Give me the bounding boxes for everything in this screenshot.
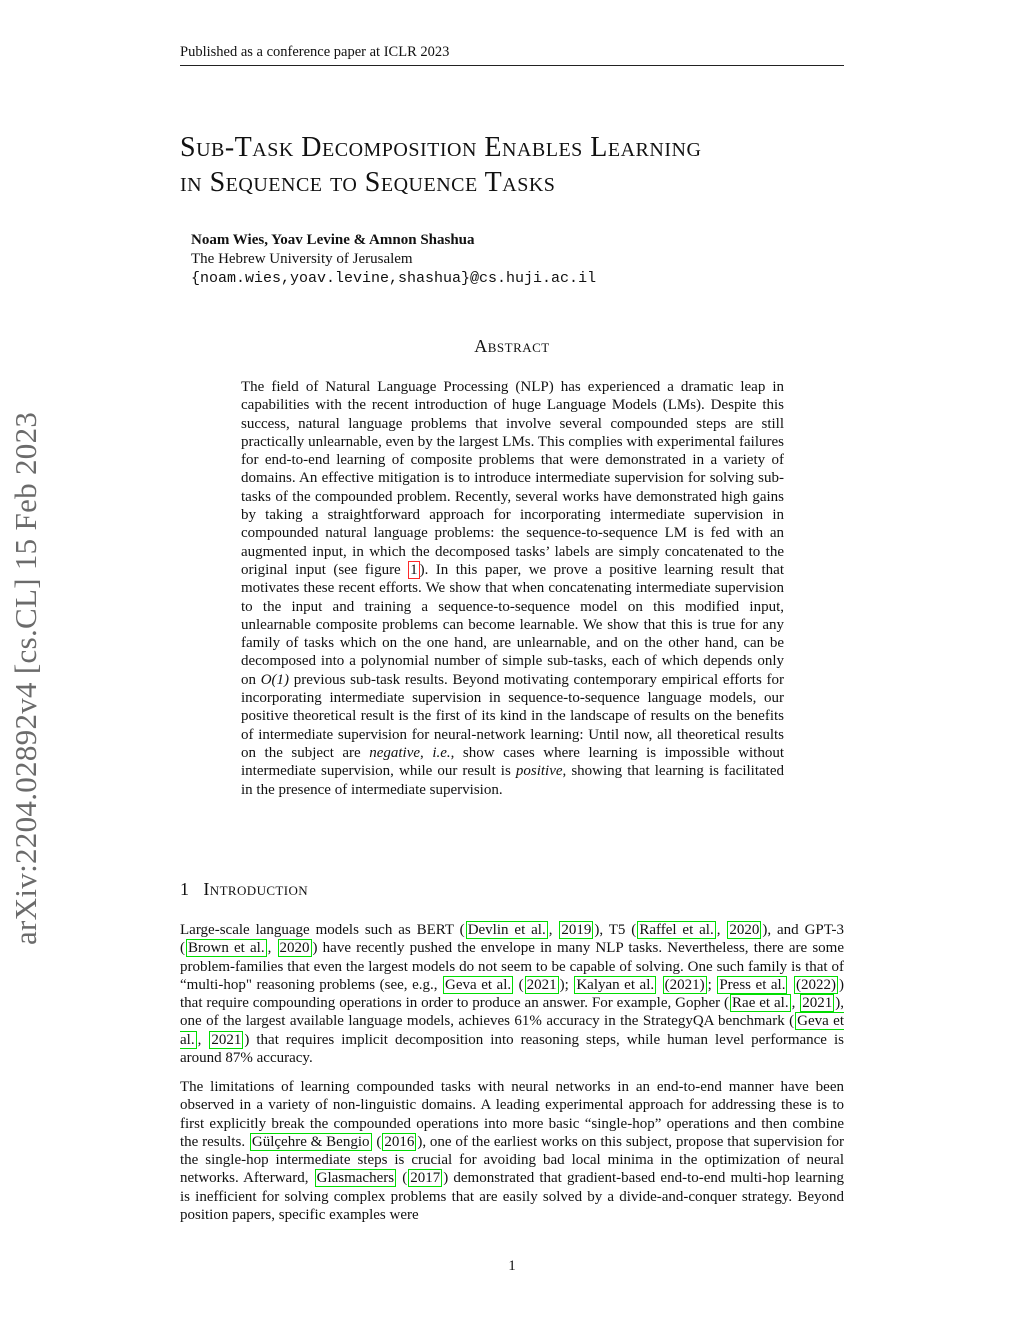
intro-paragraph-1	[180, 921, 844, 1067]
abstract-text: previous sub-task results. Beyond motivating contemporary empirical efforts for incorporating intermediate supervision in sequence-to-sequence language models, our positive theoretical result is the first of its kind in the landscape of results on the benefits of intermediate supervision for neural-network learning: Until now, all theoretical results on the subject are	[241, 671, 785, 761]
citation-link[interactable]: Devlin et al.	[467, 922, 546, 938]
author-block	[191, 231, 831, 288]
body-text: (	[397, 1170, 408, 1187]
emphasis-negative: negative	[369, 744, 421, 761]
citation-link[interactable]: 2016	[384, 1133, 415, 1150]
body-text: ) that requires implicit decomposition into reasoning steps, while human level performance is around 87% accuracy.	[180, 1031, 844, 1067]
citation-link[interactable]: 2021	[211, 1031, 242, 1048]
body-text: );	[559, 976, 574, 993]
body-text: ) demonstrated that gradient-based end-to-end multi-hop learning is inefficient for solving complex problems that are easily solved by a divide-and-conquer strategy. Beyond position papers, specific examples were	[180, 1170, 845, 1224]
abstract-text: The field of Natural Language Processing (NLP) has experienced a dramatic leap in capabilities with the recent introduction of huge Language Models (LMs). Despite this success, natural language problems that involve several compounded steps are still practically unlearnable, even by the largest LMs. This complies with experimental failures for end-to-end learning of composite problems that were demonstrated in a variety of domains. An effective mitigation is to introduce intermediate supervision for solving sub-tasks of the compounded problem. Recently, several works have demonstrated high gains by taking a straightforward approach for incorporating intermediate supervision in compounded natural language problems: the sequence-to-sequence LM is fed with an augmented input, in which the decomposed tasks’ labels are simply concatenated to the original input (see figure	[241, 379, 784, 578]
affiliation: The Hebrew University of Jerusalem	[191, 251, 413, 267]
abstract-text: ,	[420, 744, 433, 761]
citation-link[interactable]: Rae et al.	[732, 995, 789, 1012]
figure-link[interactable]: 1	[410, 561, 418, 578]
abstract-heading: Abstract	[474, 336, 550, 356]
abstract-text: ). In this paper, we prove a positive learning result that motivates these recent efforts. We show that when concatenating intermediate supervision to the input and training a sequence-to-sequence model on this modified input, unlearnable composite problems can become learnable. We show that this is true for any family of tasks which on the one hand, are unlearnable, and on the other hand, can be decomposed into a polynomial number of simple sub-tasks, each of which depends only on	[241, 561, 784, 688]
paper-title	[180, 130, 844, 200]
citation-link[interactable]: Press et al.	[719, 976, 786, 993]
citation-link[interactable]: Raffel et al.	[639, 922, 714, 938]
body-text: ,	[267, 940, 277, 957]
citation-link[interactable]: Kalyan et al.	[576, 976, 655, 993]
body-text: The limitations of learning compounded tasks with neural networks in an end-to-end manner have been observed in a variety of non-linguistic domains. A leading experimental approach for addressing these is to first explicitly break the compounded operations into more basic “single-hop” operations and then combine the results.	[180, 1079, 844, 1150]
body-text: ,	[197, 1031, 209, 1048]
section-title: Introduction	[203, 879, 309, 899]
body-text: ;	[707, 976, 717, 993]
section-heading-introduction	[180, 879, 844, 900]
page-number: 1	[508, 1258, 516, 1274]
section-number: 1	[180, 879, 190, 899]
citation-link[interactable]: 2019	[561, 922, 592, 938]
abstract-text: , showing that learning is facilitated in the presence of intermediate supervision.	[241, 763, 784, 798]
body-text	[788, 977, 793, 993]
arxiv-identifier[interactable]: arXiv:2204.02892v4 [cs.CL] 15 Feb 2023	[8, 411, 43, 945]
body-text: ), T5 (	[594, 922, 637, 938]
citation-link[interactable]: (2022)	[796, 976, 836, 993]
emphasis-positive: positive	[515, 763, 563, 780]
emphasis-ie: i.e.	[432, 744, 451, 761]
abstract-text: , show cases where learning is impossible without intermediate supervision, while our result is	[241, 744, 785, 780]
body-text: (	[514, 976, 524, 993]
citation-link[interactable]: Gülçehre & Bengio	[251, 1133, 370, 1150]
body-text: ), and GPT-3 (	[180, 922, 845, 957]
citation-link[interactable]: 2020	[279, 940, 310, 957]
author-email[interactable]: {noam.wies,yoav.levine,shashua}@cs.huji.ac.il	[191, 270, 597, 287]
body-text: Large-scale language models such as BERT (	[180, 922, 465, 938]
math-expression: O(1)	[260, 671, 290, 688]
citation-link[interactable]: 2021	[802, 995, 833, 1012]
title-line-1: Sub-Task Decomposition Enables Learning	[180, 132, 702, 163]
title-line-2: in Sequence to Sequence Tasks	[180, 167, 556, 198]
citation-link[interactable]: 2021	[526, 976, 557, 993]
citation-link[interactable]: Geva et al.	[180, 1013, 844, 1048]
body-text: ), one of the earliest works on this subject, propose that supervision for the single-hop intermediate steps is crucial for avoiding bad local minima in the optimization of neural networks. Afterward,	[180, 1133, 844, 1187]
body-text: ,	[716, 922, 727, 938]
intro-paragraph-2	[180, 1078, 844, 1224]
citation-link[interactable]: Glasmachers	[316, 1170, 395, 1187]
citation-link[interactable]: 2017	[410, 1170, 441, 1187]
body-text: ,	[548, 922, 559, 938]
body-text: (	[372, 1133, 382, 1150]
citation-link[interactable]: 2020	[729, 922, 760, 938]
author-names: Noam Wies, Yoav Levine & Amnon Shashua	[191, 232, 475, 248]
citation-link[interactable]: Brown et al.	[188, 940, 265, 957]
body-text: ), one of the largest available language models, achieves 61% accuracy in the StrategyQA benchmark (	[180, 995, 844, 1030]
body-text	[657, 977, 662, 993]
body-text: ) that require compounding operations in order to produce an answer. For example, Gopher (	[180, 976, 844, 1012]
body-text: ,	[791, 995, 800, 1012]
citation-link[interactable]: Geva et al.	[445, 976, 512, 993]
body-text: ) have recently pushed the envelope in many NLP tasks. Nevertheless, there are some problem-families that even the largest models do not seem to be capable of solving. One such family is that of “multi-hop" reasoning problems (see, e.g.,	[180, 940, 844, 993]
running-header: Published as a conference paper at ICLR 2023	[180, 44, 844, 66]
abstract-body	[241, 378, 784, 799]
citation-link[interactable]: (2021)	[664, 976, 705, 993]
